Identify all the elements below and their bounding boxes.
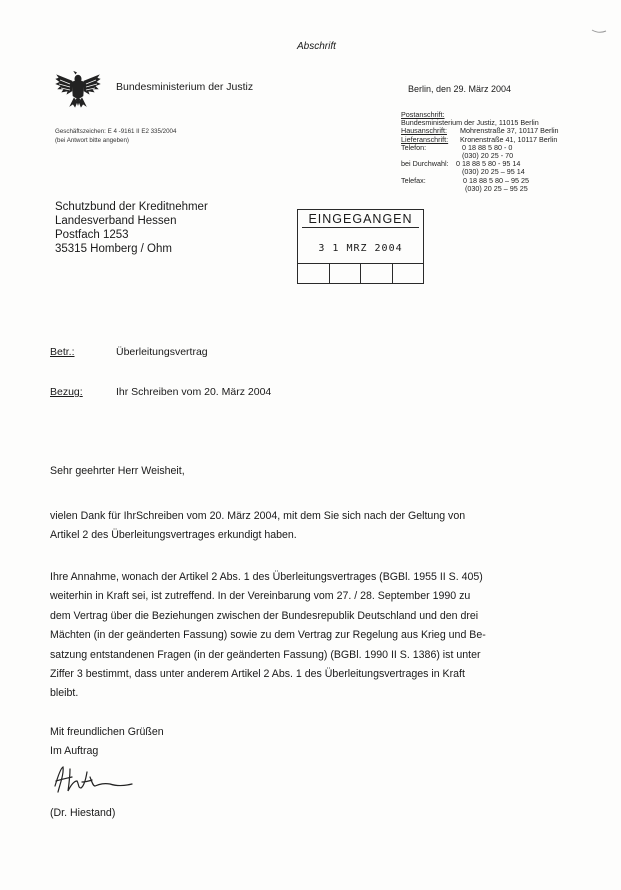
paragraph-line: vielen Dank für IhrSchreiben vom 20. März 2004, mit dem Sie sich nach der Geltung von: [50, 510, 466, 522]
recipient-line: 35315 Homberg / Ohm: [55, 243, 172, 255]
recipient-line: Landesverband Hessen: [55, 215, 177, 227]
direct-dial-primary: 0 18 88 5 80 - 95 14: [456, 159, 521, 169]
recipient-address: [55, 200, 208, 256]
paragraph-line: Mächten (in der geänderten Fassung) sowie zu dem Vertrag zur Regelung aus Krieg und Be-: [50, 629, 486, 642]
federal-eagle-icon: [55, 66, 101, 108]
stamp-cell: [361, 264, 393, 283]
stamp-cell: [330, 264, 362, 283]
closing-by-order: Im Auftrag: [50, 745, 99, 758]
fax-primary: 0 18 88 5 80 – 95 25: [463, 175, 529, 185]
fax-secondary: (030) 20 25 – 95 25: [465, 183, 528, 193]
paragraph-line: weiterhin in Kraft sei, ist zutreffend. In der Vereinbarung vom 27. / 28. September 1990 zu: [50, 590, 471, 603]
stamp-cell: [393, 264, 424, 283]
salutation: Sehr geehrter Herr Weisheit,: [50, 465, 185, 477]
house-label: Hausanschrift:: [401, 126, 447, 136]
paragraph-line: Ihre Annahme, wonach der Artikel 2 Abs. 1 des Überleitungsvertrages (BGBl. 1955 II S. 405): [50, 571, 483, 583]
handwritten-signature: [52, 764, 137, 796]
direct-dial-secondary: (030) 20 25 – 95 14: [462, 167, 525, 177]
subject-label: Betr.:: [50, 346, 75, 358]
closing-block: [50, 723, 578, 762]
reference-label: Bezug:: [50, 386, 83, 398]
delivery-label: Lieferanschrift:: [401, 134, 449, 144]
postal-value: Bundesministerium der Justiz, 11015 Berlin: [401, 118, 539, 128]
fax-label: Telefax:: [401, 175, 426, 185]
file-reference-note: (bei Antwort bitte angeben): [55, 137, 129, 144]
stamp-title: EINGEGANGEN: [302, 211, 419, 228]
recipient-line: Schutzbund der Kreditnehmer: [55, 201, 208, 213]
document-title: Abschrift: [297, 41, 336, 52]
signer-name: (Dr. Hiestand): [50, 807, 116, 819]
paragraph-line: satzung entstandenen Fragen (in der geänderten Fassung) (BGBl. 1990 II S. 1386) ist unter: [50, 648, 481, 661]
file-reference: [55, 127, 176, 145]
paragraph-thanks: [50, 507, 578, 546]
reference-line: [50, 386, 271, 398]
paragraph-answer: [50, 568, 578, 704]
paragraph-line: Ziffer 3 bestimmt, dass unter anderem Artikel 2 Abs. 1 des Überleitungsvertrages in Kraft: [50, 668, 465, 681]
postal-label: Postanschrift:: [401, 110, 445, 119]
received-stamp: [297, 209, 424, 284]
delivery-value: Kronenstraße 41, 10117 Berlin: [460, 134, 558, 144]
paragraph-line: bleibt.: [50, 687, 79, 700]
reference-value: Ihr Schreiben vom 20. März 2004: [116, 386, 272, 398]
phone-value-secondary: (030) 20 25 - 70: [462, 150, 514, 160]
place-date: Berlin, den 29. März 2004: [408, 84, 512, 94]
subject-value: Überleitungsvertrag: [116, 346, 208, 358]
stamp-grid: [298, 263, 423, 283]
phone-label: Telefon:: [401, 142, 427, 152]
paragraph-line: dem Vertrag über die Beziehungen zwischen der Bundesrepublik Deutschland und den drei: [50, 609, 479, 622]
stamp-date: 3 1 MRZ 2004: [318, 243, 403, 254]
closing-greeting: Mit freundlichen Grüßen: [50, 726, 164, 738]
direct-dial-label: bei Durchwahl:: [401, 159, 449, 169]
house-value: Mohrenstraße 37, 10117 Berlin: [460, 126, 559, 136]
paragraph-line: Artikel 2 des Überleitungsvertrages erkundigt haben.: [50, 529, 297, 542]
file-reference-number: Geschäftszeichen: E 4 -9161 II E2 335/2004: [55, 128, 177, 135]
ministry-name: Bundesministerium der Justiz: [116, 81, 254, 93]
recipient-line: Postfach 1253: [55, 229, 129, 241]
corner-mark: [591, 28, 607, 34]
phone-value-primary: 0 18 88 5 80 - 0: [462, 142, 513, 152]
subject-line: [50, 346, 208, 358]
stamp-cell: [298, 264, 330, 283]
